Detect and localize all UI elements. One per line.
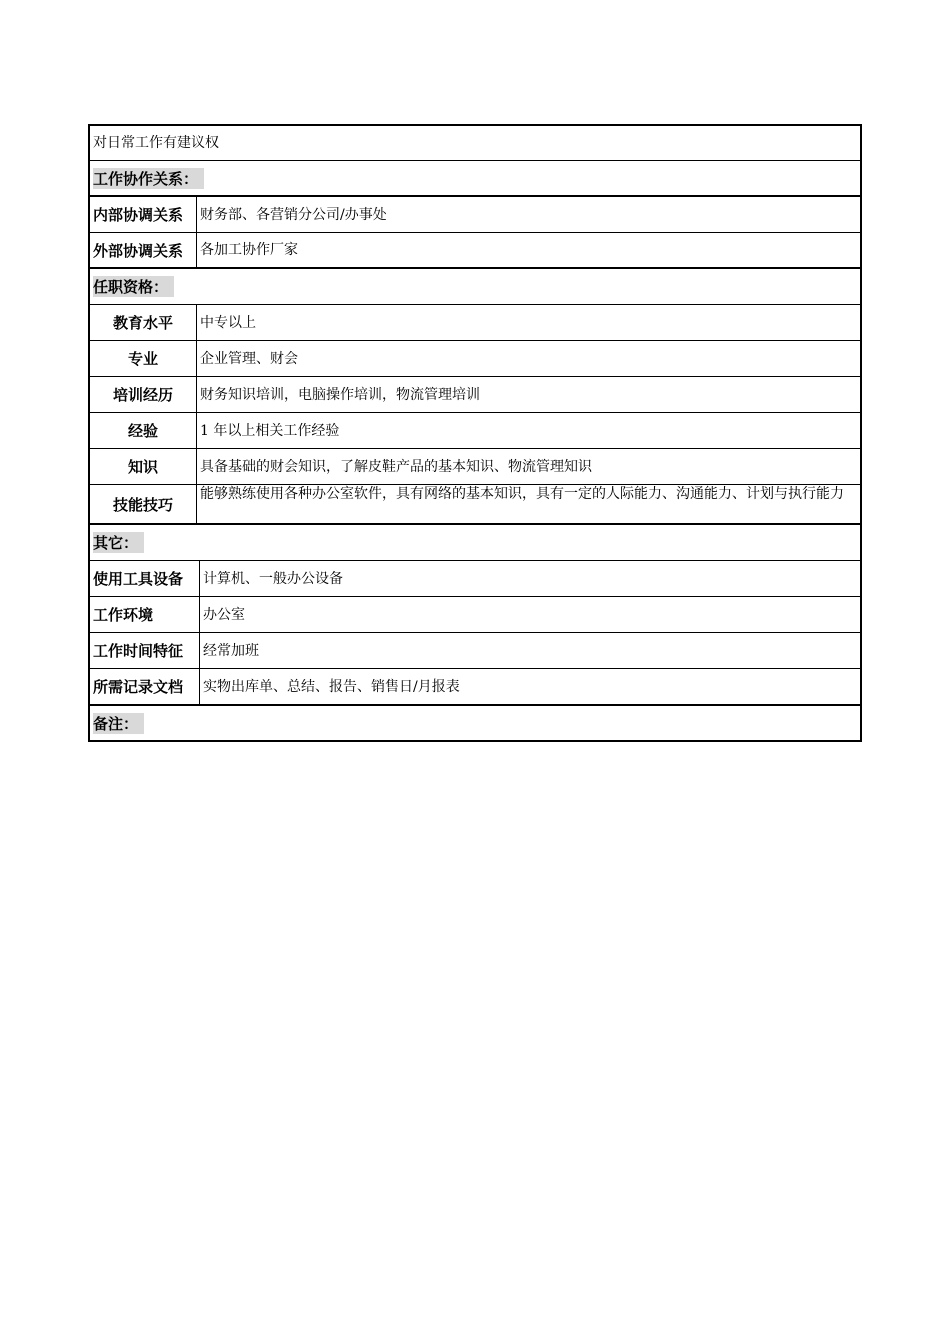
value-training: 财务知识培训，电脑操作培训，物流管理培训 (200, 386, 480, 403)
label-experience: 经验 (90, 413, 197, 448)
row-major (88, 341, 862, 377)
value-external-coordination: 各加工协作厂家 (200, 242, 298, 258)
row-training (88, 377, 862, 413)
value-tools: 计算机、一般办公设备 (203, 570, 343, 587)
row-internal-coordination (88, 197, 862, 233)
section-cooperation (88, 161, 862, 197)
label-documents: 所需记录文档 (90, 669, 200, 704)
row-experience (88, 413, 862, 449)
section-remarks (88, 706, 862, 742)
value-education: 中专以上 (200, 314, 256, 331)
value-work-time: 经常加班 (203, 642, 259, 659)
value-environment: 办公室 (203, 606, 245, 623)
value-documents: 实物出库单、总结、报告、销售日/月报表 (203, 678, 460, 695)
section-other (88, 525, 862, 561)
authority-text: 对日常工作有建议权 (93, 135, 219, 151)
value-experience: 1 年以上相关工作经验 (200, 422, 340, 439)
section-title-remarks: 备注： (93, 713, 144, 734)
row-education (88, 305, 862, 341)
section-title-other: 其它： (93, 532, 144, 553)
value-skills: 能够熟练使用各种办公室软件，具有网络的基本知识，具有一定的人际能力、沟通能力、计划与执行能力 (200, 486, 844, 502)
label-education: 教育水平 (90, 305, 197, 340)
section-title-qualification: 任职资格： (93, 276, 174, 297)
label-knowledge: 知识 (90, 449, 197, 484)
row-knowledge (88, 449, 862, 485)
row-skills (88, 485, 862, 525)
row-external-coordination (88, 233, 862, 269)
row-documents (88, 669, 862, 706)
label-external-coordination: 外部协调关系 (90, 233, 197, 267)
label-skills: 技能技巧 (90, 485, 197, 523)
label-training: 培训经历 (90, 377, 197, 412)
value-knowledge: 具备基础的财会知识，了解皮鞋产品的基本知识、物流管理知识 (200, 458, 592, 475)
label-major: 专业 (90, 341, 197, 376)
section-qualification (88, 269, 862, 305)
row-environment (88, 597, 862, 633)
value-internal-coordination: 财务部、各营销分公司/办事处 (200, 206, 387, 223)
section-title-cooperation: 工作协作关系： (93, 168, 204, 189)
row-tools (88, 561, 862, 597)
authority-row (88, 124, 862, 161)
label-work-time: 工作时间特征 (90, 633, 200, 668)
value-major: 企业管理、财会 (200, 350, 298, 367)
row-work-time (88, 633, 862, 669)
label-environment: 工作环境 (90, 597, 200, 632)
job-description-table (88, 124, 862, 742)
label-internal-coordination: 内部协调关系 (90, 197, 197, 232)
label-tools: 使用工具设备 (90, 561, 200, 596)
